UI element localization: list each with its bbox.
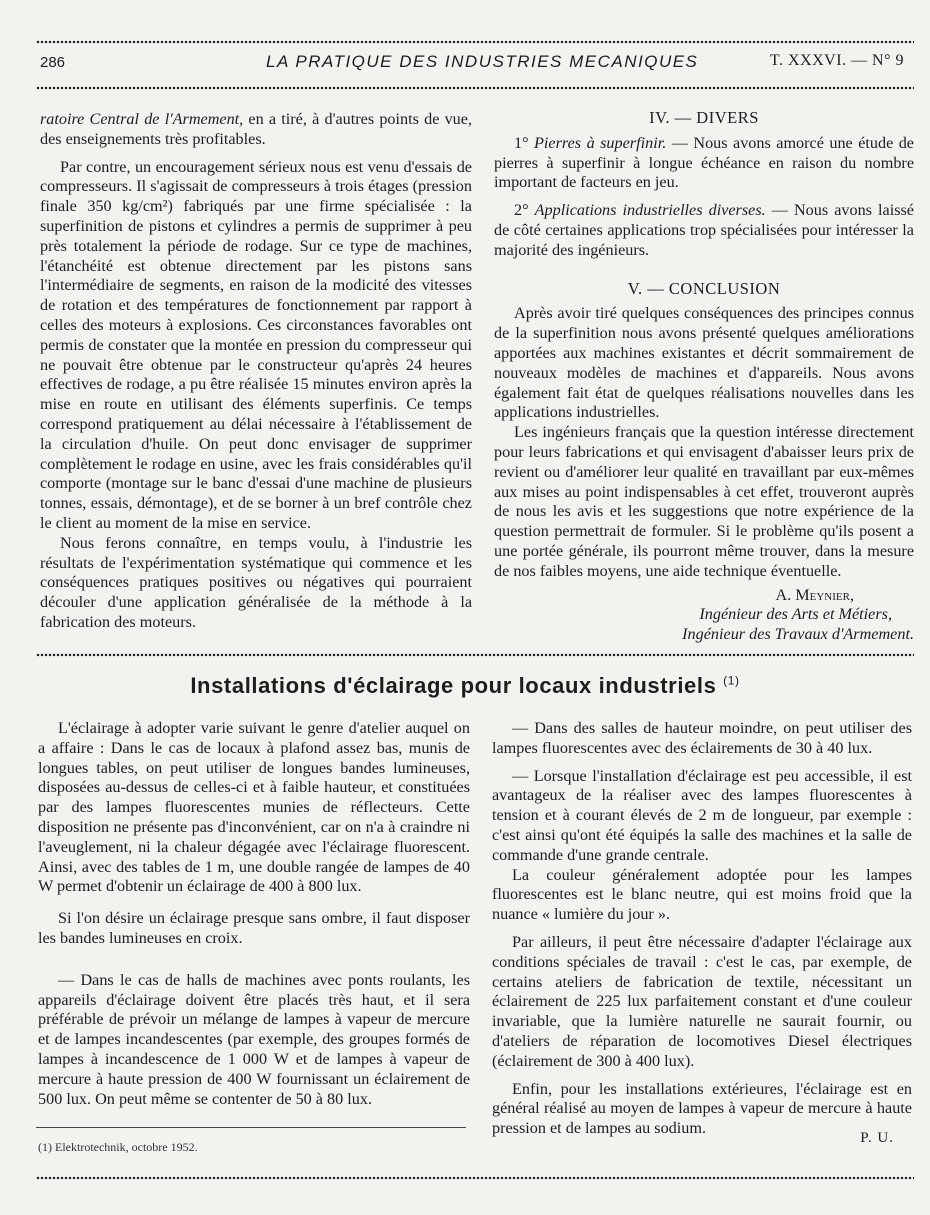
- footnote-rule: [36, 1127, 466, 1128]
- author-initials: P. U.: [860, 1130, 894, 1146]
- author-title: Ingénieur des Arts et Métiers,: [699, 605, 892, 624]
- article-left-column: [38, 719, 470, 1109]
- paragraph: Les ingénieurs français que la question intéresse directement pour leurs fabrications et qui envisagent d'abaisser leurs prix de revient ou d'améliorer leur qualité en travaillant par eux-mêmes aux mises au point indispensables à cet effet, trouveront auprès de nous les avis et les suggestions que notre expérience de la question permettrait de formuler. Si le problème qu'ils posent a une portée générale, ils pourront même trouver, dans la mesure de nos faibles moyens, une aide technique éventuelle.: [494, 423, 914, 580]
- footer-rule: [36, 1176, 914, 1180]
- volume-number: T. XXXVI. — N° 9: [769, 52, 904, 69]
- section-divider-rule: [36, 653, 914, 657]
- paragraph: — Lorsque l'installation d'éclairage est peu accessible, il est avantageux de la réaliser avec des lampes fluorescentes à tension et à courant élevés de 2 m de longueur, par exemple : c'est ainsi qu'ont été équipés la salle des machines et la salle de commande d'une grande centrale.: [492, 766, 912, 864]
- paragraph: — Dans des salles de hauteur moindre, on peut utiliser des lampes fluorescentes avec des éclairements de 30 à 40 lux.: [492, 719, 912, 757]
- paragraph: Par ailleurs, il peut être nécessaire d'adapter l'éclairage aux conditions spéciales de travail : c'est le cas, par exemple, de certains ateliers de fabrication de textile, nécessitant un éclairement de 225 lux parfaitement constant et d'une couleur invariable, que la lumière naturelle ne saurait fournir, ou d'ateliers de réparation de locomotives Diesel électriques (éclairement de 300 à 400 lux).: [492, 932, 912, 1070]
- paragraph: ratoire Central de l'Armement, en a tiré, à d'autres points de vue, des enseignements très profitables.: [40, 110, 472, 148]
- paragraph: 2° Applications industrielles diverses. — Nous avons laissé de côté certaines applications trop spécialisées pour intéresser la majorité des ingénieurs.: [494, 201, 914, 259]
- paragraph: L'éclairage à adopter varie suivant le genre d'atelier auquel on a affaire : Dans le cas de locaux à plafond assez bas, munis de longues tables, on peut utiliser de longues bandes lumineuses, disposées au-dessus de celles-ci et à faible hauteur, et constituées par des lampes fluorescentes munies de réflecteurs. Cette disposition ne présente pas d'inconvénient, car on n'a à craindre ni l'aveuglement, ni la chaleur dégagée avec l'éclairage fluorescent. Ainsi, avec des tables de 1 m, une double rangée de lampes de 40 W permet d'obtenir un éclairage de 400 à 800 lux.: [38, 719, 470, 896]
- top-right-column: [494, 108, 914, 645]
- section-heading: V. — CONCLUSION: [627, 278, 781, 298]
- paragraph: Après avoir tiré quelques conséquences des principes connus de la superfinition nous avons présenté quelques améliorations apportées aux machines existantes et décrit sommairement de nouveaux modèles de machines et d'appareils. Nous avons également fait état de quelques réalisations nouvelles dans les applications industrielles.: [494, 304, 914, 422]
- author-title: Ingénieur des Travaux d'Armement.: [682, 625, 914, 644]
- footnote: (1) Elektrotechnik, octobre 1952.: [38, 1140, 198, 1154]
- paragraph: 1° Pierres à superfinir. — Nous avons amorcé une étude de pierres à superfinir à longue échéance en raison du nombre important de facteurs en jeu.: [494, 133, 914, 192]
- footnote-ref: (1): [723, 673, 740, 688]
- paragraph: Enfin, pour les installations extérieures, l'éclairage est en général réalisé au moyen de lampes à vapeur de mercure à haute pression et de lampes au sodium.: [492, 1079, 912, 1138]
- header-top-rule: [36, 40, 914, 44]
- paragraph: Si l'on désire un éclairage presque sans ombre, il faut disposer les bandes lumineuses en croix.: [38, 909, 470, 947]
- paragraph: Par contre, un encouragement sérieux nous est venu d'essais de compresseurs. Il s'agissait de compresseurs à trois étages (pression finale 350 kg/cm²) fabriqués par une firme spécialisée : la superfinition de pistons et cylindres a permis de supprimer à peu près totalement la période de rodage. Sur ce type de machines, l'étanchéité est obtenue directement par les pistons sans l'intermédiaire de segments, en raison de la modicité des vitesses de rotation et des températures de fonctionnement par rapport à celles des moteurs à explosions. Ces circonstances favorables ont permis de constater que la montée en pression du compresseur qui ne pouvait être obtenue par le constructeur qu'après 24 heures effectives de rodage, a pu être réalisée 15 minutes environ après la mise en route en utilisant des éléments superfinis. Ce temps correspond pratiquement au délai nécessaire à l'établissement de la circulation d'huile. On peut donc envisager de supprimer complètement le rodage en usine, avec les frais considérables qu'il comporte (montage sur le banc d'essai d'une machine de plusieurs tonnes, essais, démontage), et de se borner à un bref contrôle chez le client au moment de la mise en service.: [40, 157, 472, 532]
- paragraph: Nous ferons connaître, en temps voulu, à l'industrie les résultats de l'expérimentation systématique qui commence et les conséquences pratiques positives ou négatives qui pourraient découler d'une application généralisée de la méthode à la fabrication des moteurs.: [40, 533, 472, 631]
- header-bottom-rule: [36, 86, 914, 90]
- journal-title: LA PRATIQUE DES INDUSTRIES MECANIQUES: [266, 52, 699, 71]
- top-left-column: [40, 110, 472, 633]
- author-name: A. Meynier,: [775, 585, 854, 604]
- page-number: 286: [40, 54, 66, 71]
- running-header: [36, 50, 904, 76]
- paragraph: La couleur généralement adoptée pour les lampes fluorescentes est le blanc neutre, qui est moins froid que la nuance « lumière du jour ».: [492, 865, 912, 924]
- article-title: Installations d'éclairage pour locaux industriels $^{(1)}$: [190, 673, 740, 698]
- article-right-column: [492, 719, 912, 1139]
- section-heading: IV. — DIVERS: [649, 108, 759, 127]
- signature-block: [494, 586, 914, 645]
- paragraph: — Dans le cas de halls de machines avec ponts roulants, les appareils d'éclairage doivent être placés très haut, et il sera préférable de prévoir un mélange de lampes à vapeur de mercure et de lampes incandescentes (par exemple, des groupes formés de lampes à incandescence de 1 000 W et de lampes à vapeur de mercure à haute pression de 400 W fournissant un éclairement de 500 lux. On peut même se contenter de 50 à 80 lux.: [38, 970, 470, 1108]
